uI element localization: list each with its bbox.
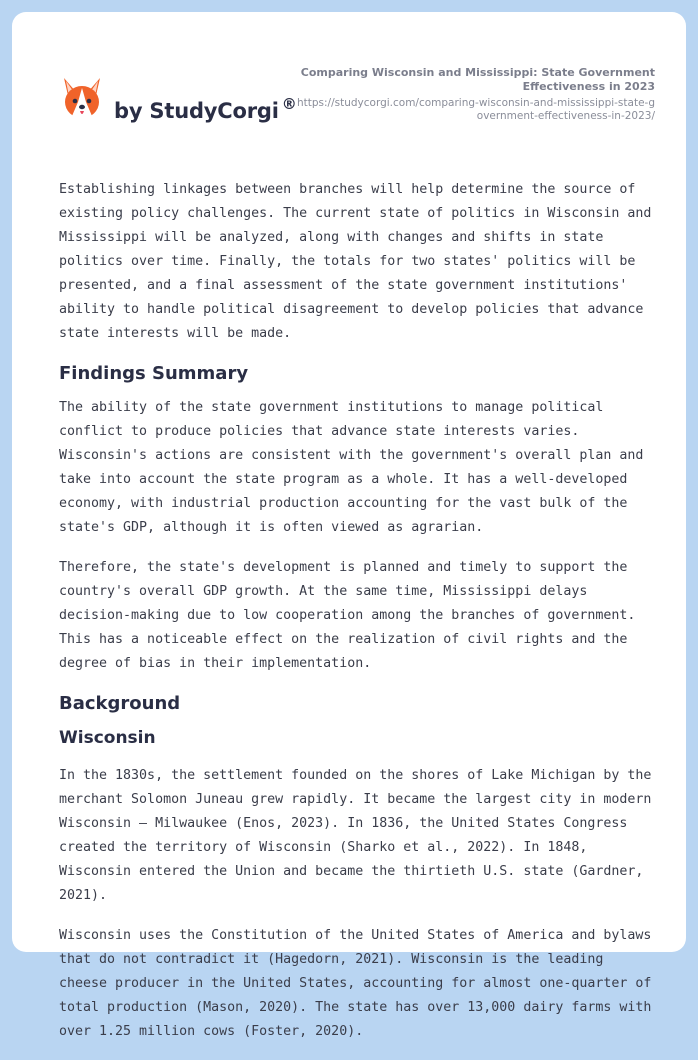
brand-text: by StudyCorgi <box>114 99 279 123</box>
brand-name <box>114 95 297 123</box>
corgi-icon <box>60 76 104 122</box>
findings-paragraph-2: Therefore, the state's development is planned and timely to support the country's overall GDP growth. At the same time, Mississippi delays decision-making due to low cooperation among the branches of government. This has a noticeable effect on the realization of civil rights and the degree of bias in their implementation. <box>59 560 636 671</box>
intro-paragraph: Establishing linkages between branches will help determine the source of existing policy challenges. The current state of politics in Wisconsin and Mississippi will be analyzed, along with changes and shifts in state politics over time. Finally, the totals for two states' politics will be presented, and a final assessment of the state government institutions' ability to handle political disagreement to develop policies that advance state interests will be made. <box>59 182 652 341</box>
document-page <box>12 12 686 1039</box>
studycorgi-logo[interactable] <box>60 76 310 140</box>
background-heading: Background <box>59 693 181 714</box>
document-title: Comparing Wisconsin and Mississippi: State Government Effectiveness in 2023 <box>300 66 655 93</box>
wisconsin-paragraph-2: Wisconsin uses the Constitution of the United States of America and bylaws that do not contradict it (Hagedorn, 2021). Wisconsin is the leading cheese producer in the United States, accounting for almost one-quarter of total production (Mason, 2020). The state has over 13,000 dairy farms with over 1.25 million cows (Foster, 2020). <box>59 928 652 1039</box>
document-url-link[interactable]: https://studycorgi.com/comparing-wisconsin-and-mississippi-state-government-effectiveness-in-2023/ <box>297 97 655 122</box>
findings-summary-heading: Findings Summary <box>59 363 249 384</box>
wisconsin-heading: Wisconsin <box>59 728 156 748</box>
registered-mark: ® <box>281 95 297 113</box>
document-body <box>59 178 659 1060</box>
findings-paragraph-1: The ability of the state government institutions to manage political conflict to produce policies that advance state interests varies. Wisconsin's actions are consistent with the government's overall plan and take into account the state program as a whole. It has a well-developed economy, with industrial production accounting for the vast bulk of the state's GDP, although it is often viewed as agrarian. <box>59 400 644 535</box>
wisconsin-paragraph-1: In the 1830s, the settlement founded on the shores of Lake Michigan by the merchant Solomon Juneau grew rapidly. It became the largest city in modern Wisconsin – Milwaukee (Enos, 2023). In 1836, the United States Congress created the territory of Wisconsin (Sharko et al., 2022). In 1848, Wisconsin entered the Union and became the thirtieth U.S. state (Gardner, 2021). <box>59 768 652 903</box>
document-meta <box>295 66 655 123</box>
